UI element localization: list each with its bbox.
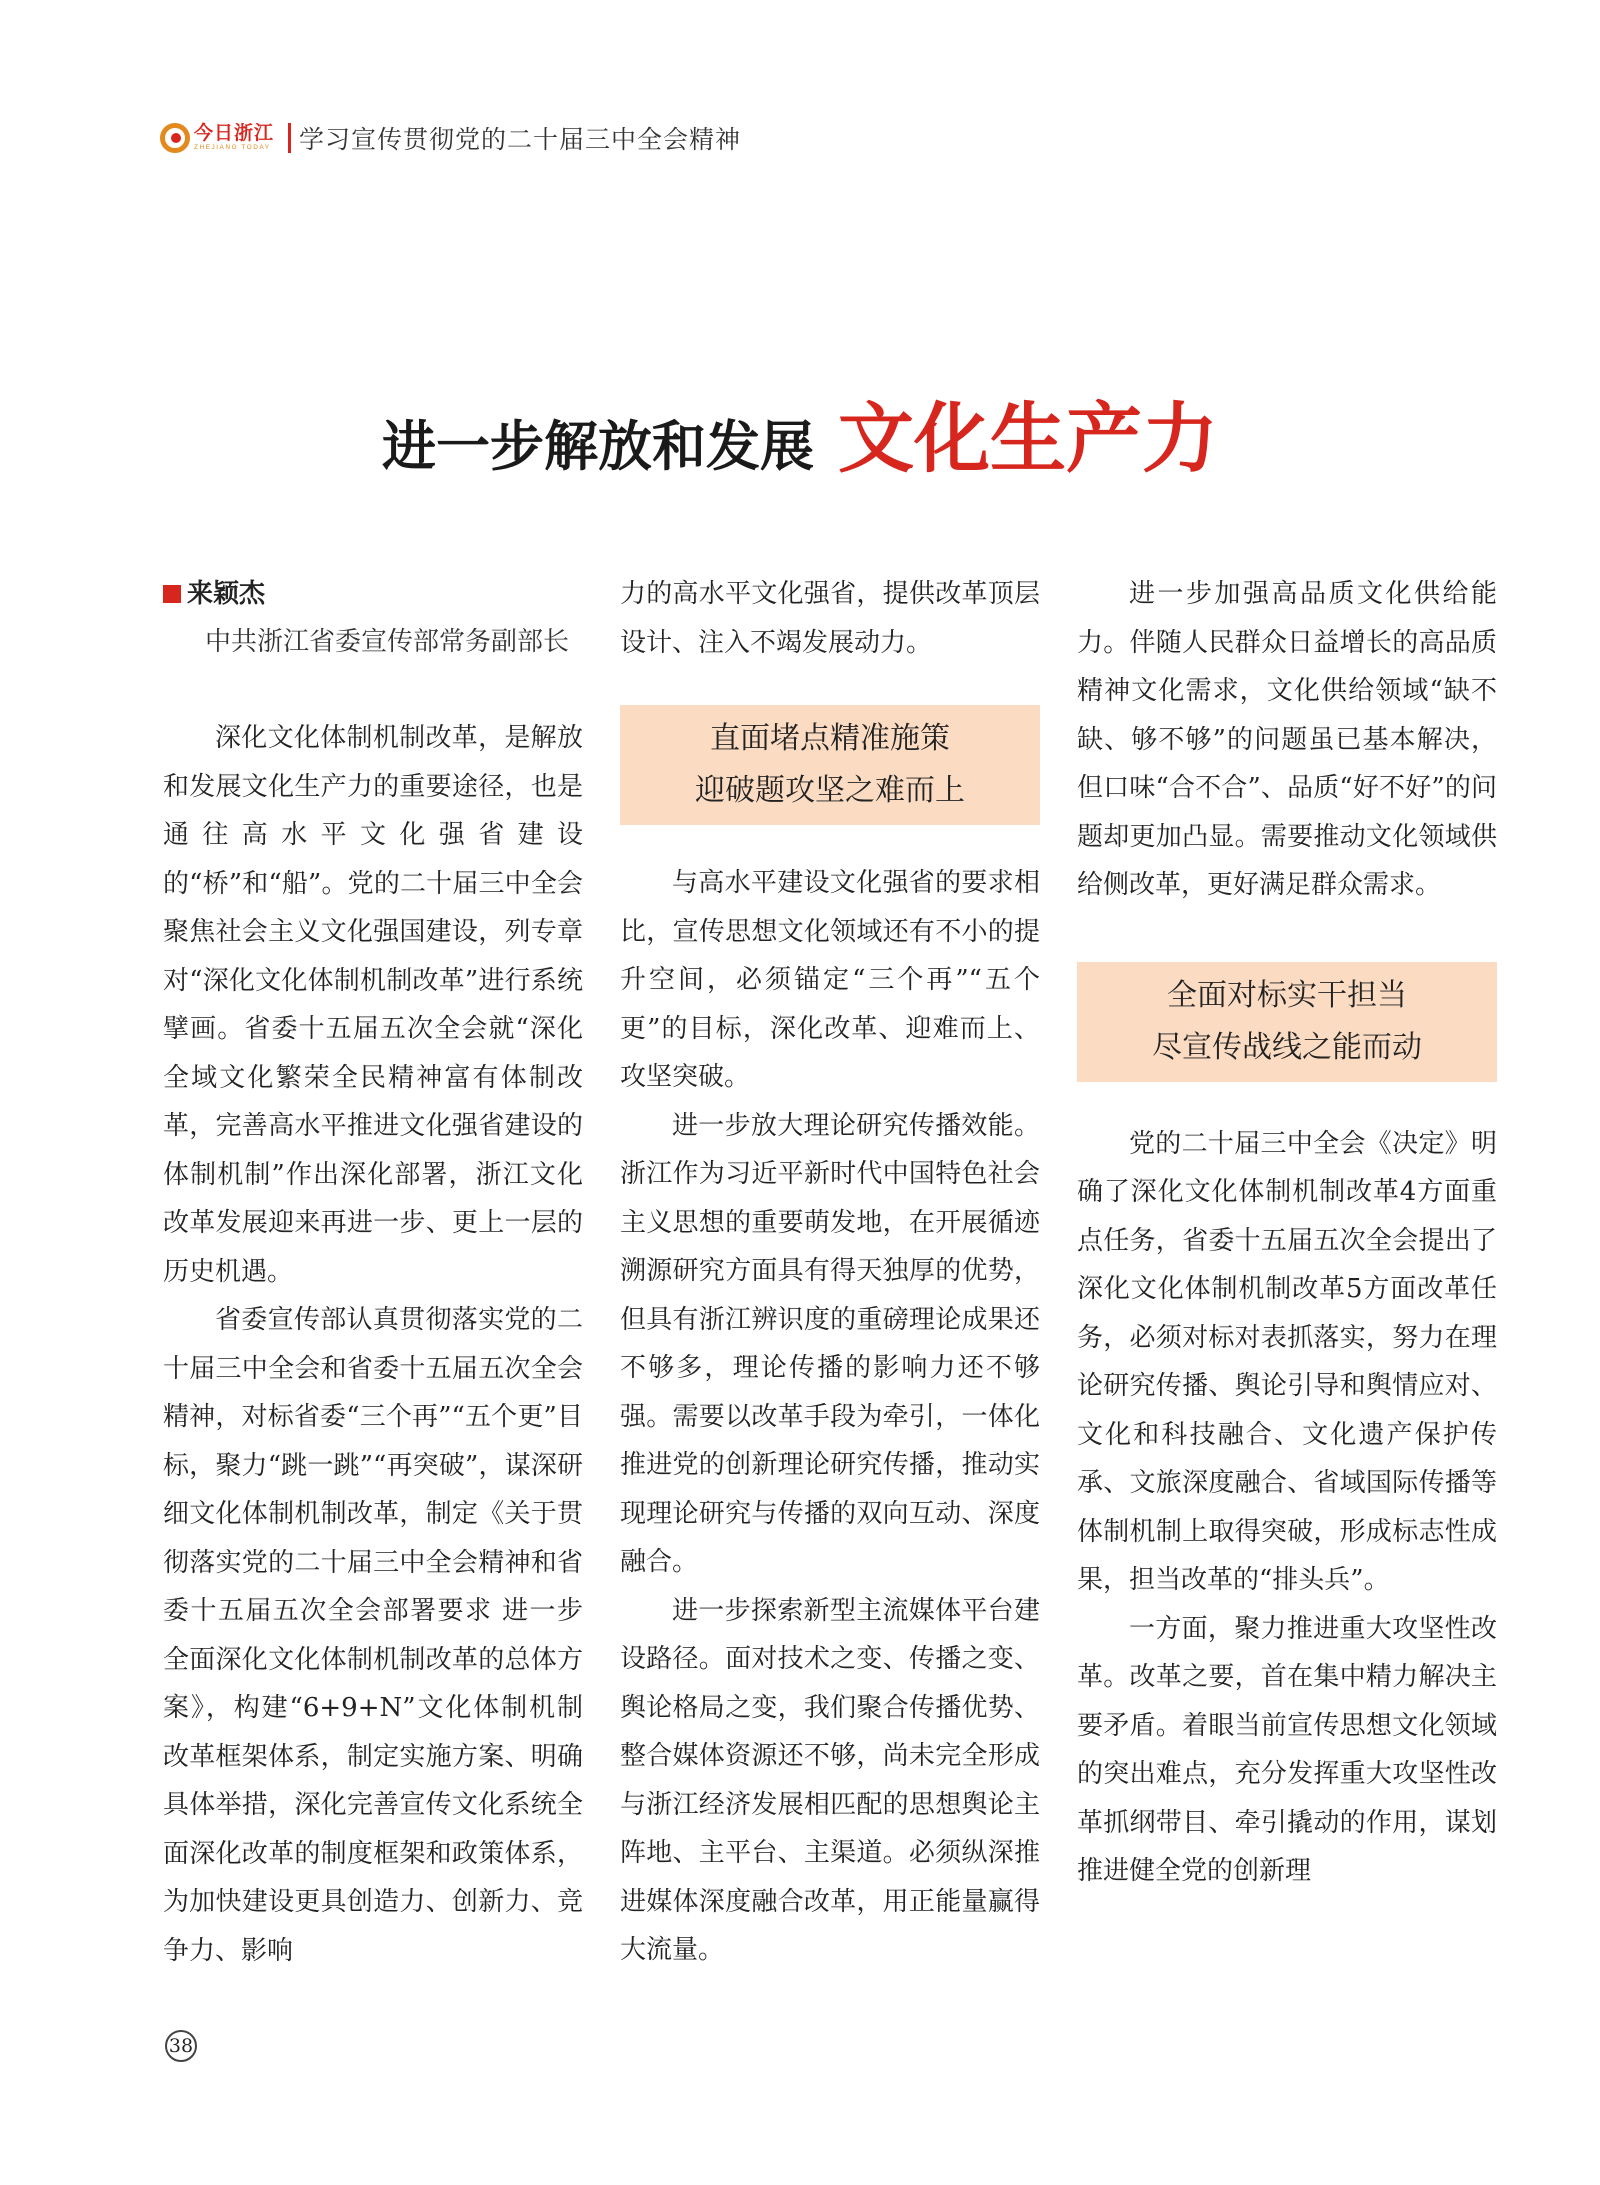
paragraph: 一方面，聚力推进重大攻坚性改革。改革之要，首在集中精力解决主要矛盾。着眼当前宣传思想文化领域的突出难点，充分发挥重大攻坚性改革抓纲带目、牵引撬动的作用，谋划推进健全党的创新理 (1077, 1613, 1497, 1886)
red-square-icon (163, 585, 181, 603)
magazine-logo (160, 123, 274, 153)
subheading-line: 迎破题攻坚之难而上 (695, 773, 965, 808)
paragraph: 进一步加强高品质文化供给能力。伴随人民群众日益增长的高品质精神文化需求，文化供给领域“缺不缺、够不够”的问题虽已基本解决，但口味“合不合”、品质“好不好”的问题却更加凸显。需要推动文化领域供给侧改革，更好满足群众需求。 (1077, 579, 1497, 900)
logo-subtitle: ZHEJIANG TODAY (194, 144, 271, 152)
paragraph: 省委宣传部认真贯彻落实党的二十届三中全会和省委十五届五次全会精神，对标省委“三个再”“五个更”目标，聚力“跳一跳”“再突破”，谋深研细文化体制机制改革，制定《关于贯彻落实党的二十届三中全会精神和省委十五届五次全会部署要求 进一步全面深化文化体制机制改革的总体方案》，构建“6+9+N”文化体制机制改革框架体系，制定实施方案、明确具体举措，深化完善宣传文化系统全面深化改革的制度框架和政策体系，为加快建设更具创造力、创新力、竞争力、影响 (163, 1305, 583, 1966)
subheading-line: 尽宣传战线之能而动 (1152, 1029, 1422, 1065)
paragraph-continued: 力的高水平文化强省，提供改革顶层设计、注入不竭发展动力。 (620, 579, 1040, 658)
paragraph: 与高水平建设文化强省的要求相比，宣传思想文化领域还有不小的提升空间，必须锚定“三个再”“五个更”的目标，深化改革、迎难而上、攻坚突破。 (620, 868, 1040, 1092)
subheading-line: 直面堵点精准施策 (710, 721, 950, 756)
logo-name: 今日浙江 (194, 122, 275, 145)
title-part-black: 进一步解放和发展 (382, 414, 814, 478)
title-part-red: 文化生产力 (838, 394, 1218, 483)
author-byline (163, 570, 583, 618)
subheading-box (620, 705, 1040, 825)
page-number: 38 (165, 2030, 197, 2062)
column-2 (620, 570, 1040, 1975)
author-role: 中共浙江省委宣传部常务副部长 (205, 627, 570, 657)
subheading-line: 全面对标实干担当 (1167, 977, 1407, 1013)
article-title (0, 378, 1600, 487)
paragraph: 党的二十届三中全会《决定》明确了深化文化体制机制改革4方面重点任务，省委十五届五次全会提出了深化文化体制机制改革5方面改革任务，必须对标对表抓落实，努力在理论研究传播、舆论引导和舆情应对、文化和科技融合、文化遗产保护传承、文旅深度融合、省域国际传播等体制机制上取得突破，形成标志性成果，担当改革的“排头兵”。 (1077, 1128, 1497, 1595)
column-1 (163, 570, 583, 1975)
paragraph: 深化文化体制机制改革，是解放和发展文化生产力的重要途径，也是通往高水平文化强省建设的“桥”和“船”。党的二十届三中全会聚焦社会主义文化强国建设，列专章对“深化文化体制机制改革”进行系统擘画。省委十五届五次全会就“深化全域文化繁荣全民精神富有体制改革，完善高水平推进文化强省建设的体制机制”作出深化部署，浙江文化改革发展迎来再进一步、更上一层的历史机遇。 (163, 723, 583, 1287)
header-divider (288, 123, 291, 153)
paragraph: 进一步放大理论研究传播效能。浙江作为习近平新时代中国特色社会主义思想的重要萌发地，在开展循迹溯源研究方面具有得天独厚的优势，但具有浙江辨识度的重磅理论成果还不够多，理论传播的影响力还不够强。需要以改革手段为牵引，一体化推进党的创新理论研究传播，推动实现理论研究与传播的双向互动、深度融合。 (620, 1110, 1040, 1577)
page-header (160, 118, 741, 158)
paragraph: 进一步探索新型主流媒体平台建设路径。面对技术之变、传播之变、舆论格局之变，我们聚合传播优势、整合媒体资源还不够，尚未完全形成与浙江经济发展相匹配的思想舆论主阵地、主平台、主渠道。必须纵深推进媒体深度融合改革，用正能量赢得大流量。 (620, 1595, 1040, 1965)
subheading-box (1077, 962, 1497, 1082)
logo-sun-icon (160, 123, 190, 153)
column-3 (1077, 570, 1497, 1896)
section-title: 学习宣传贯彻党的二十届三中全会精神 (299, 125, 742, 154)
author-name: 来颖杰 (187, 579, 266, 609)
